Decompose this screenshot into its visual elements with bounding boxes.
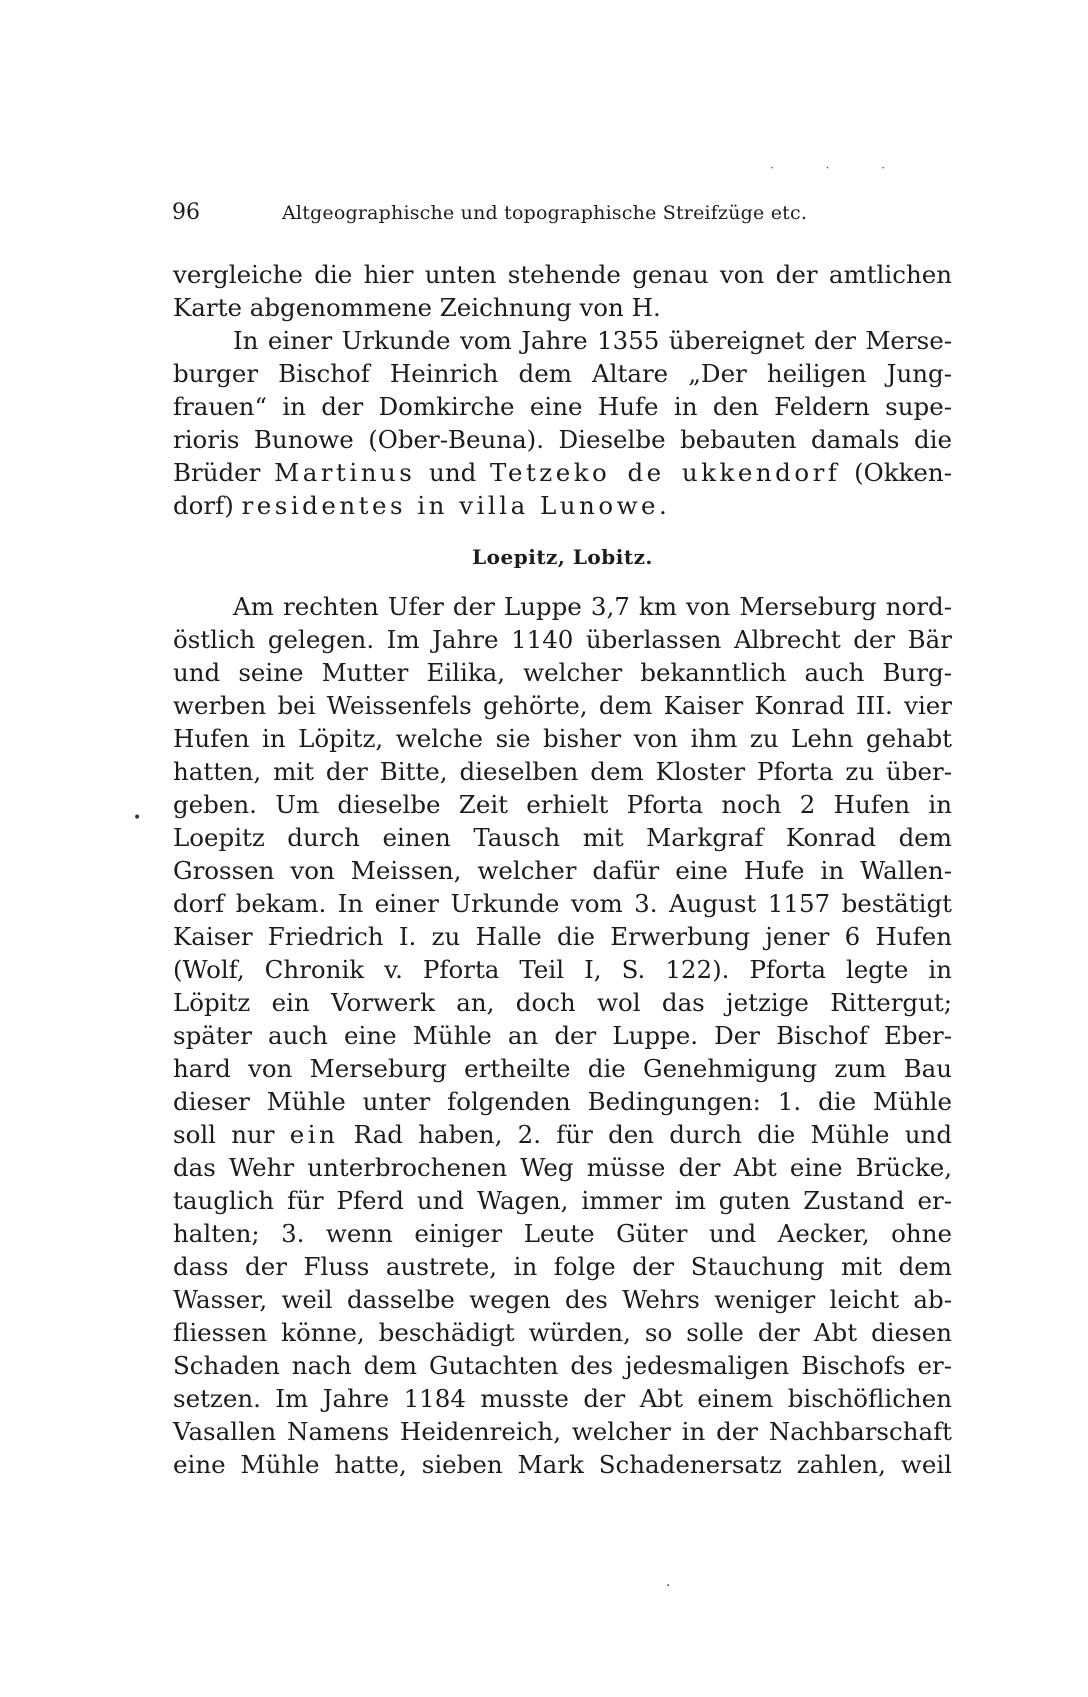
text-line: geben. Um dieselbe Zeit erhielt Pforta noch 2 Hufen in [173,790,952,819]
spaced-word: ein [289,1120,339,1149]
text-line: Kaiser Friedrich I. zu Halle die Erwerbung jener 6 Hufen [173,922,952,951]
text-line: dieser Mühle unter folgenden Bedingungen: 1. die Mühle [173,1087,952,1116]
text-line: Loepitz durch einen Tausch mit Markgraf Konrad dem [173,823,952,852]
text-line: dass der Fluss austrete, in folge der Stauchung mit dem [173,1252,952,1281]
text-line: setzen. Im Jahre 1184 musste der Abt einem bischöflichen [173,1384,952,1413]
running-title: Altgeographische und topographische Streifzüge etc. [282,202,808,224]
text-line: burger Bischof Heinrich dem Altare „Der heiligen Jung- [173,359,952,388]
text-line: Karte abgenommene Zeichnung von H. [173,293,661,322]
text-line: Grossen von Meissen, welcher dafür eine Hufe in Wallen- [173,856,952,885]
text-line: soll nur ein Rad haben, 2. für den durch die Mühle und [173,1120,952,1149]
spaced-name: residentes in villa Lunowe. [241,491,671,520]
text-line: dorf bekam. In einer Urkunde vom 3. August 1157 bestätigt [173,889,952,918]
spaced-name: Martinus [274,458,416,487]
text-line: Hufen in Löpitz, welche sie bisher von ihm zu Lehn gehabt [173,724,952,753]
text-line: und seine Mutter Eilika, welcher bekanntlich auch Burg- [173,658,952,687]
text-line: Löpitz ein Vorwerk an, doch wol das jetzige Rittergut; [173,988,952,1017]
text-line: dorf) residentes in villa Lunowe. [173,491,671,520]
text-line: tauglich für Pferd und Wagen, immer im guten Zustand er- [173,1186,952,1215]
text-line: Schaden nach dem Gutachten des jedesmaligen Bischofs er- [173,1351,952,1380]
text-line: rioris Bunowe (Ober-Beuna). Dieselbe bebauten damals die [173,425,952,454]
text-line: später auch eine Mühle an der Luppe. Der Bischof Eber- [173,1021,952,1050]
text-line: vergleiche die hier unten stehende genau von der amtlichen [173,260,952,289]
text-line: Am rechten Ufer der Luppe 3,7 km von Merseburg nord- [233,592,952,621]
text-line: Vasallen Namens Heidenreich, welcher in der Nachbarschaft [173,1417,952,1446]
page-number: 96 [172,200,200,225]
text-line: Brüder Martinus und Tetzeko de ukkendorf (Okken- [173,458,952,487]
spaced-name: Tetzeko de ukkendorf [490,458,841,487]
print-specks: · · · [770,161,910,175]
text-line: In einer Urkunde vom Jahre 1355 übereignet der Merse- [233,326,952,355]
section-heading: Loepitz, Lobitz. [472,545,653,569]
print-speck: · [666,1578,671,1594]
margin-mark: • [133,810,142,826]
text-line: hard von Merseburg ertheilte die Genehmigung zum Bau [173,1054,952,1083]
text-line: Wasser, weil dasselbe wegen des Wehrs weniger leicht ab- [173,1285,952,1314]
text-line: halten; 3. wenn einiger Leute Güter und Aecker, ohne [173,1219,952,1248]
text-line: eine Mühle hatte, sieben Mark Schadenersatz zahlen, weil [173,1450,952,1479]
text-line: frauen“ in der Domkirche eine Hufe in den Feldern supe- [173,392,952,421]
text-line: das Wehr unterbrochenen Weg müsse der Abt eine Brücke, [173,1153,952,1182]
text-line: östlich gelegen. Im Jahre 1140 überlassen Albrecht der Bär [173,625,952,654]
page-header [172,200,952,230]
body-text [173,258,952,1481]
text-line: fliessen könne, beschädigt würden, so solle der Abt diesen [173,1318,952,1347]
text-line: werben bei Weissenfels gehörte, dem Kaiser Konrad III. vier [173,691,952,720]
text-line: (Wolf, Chronik v. Pforta Teil I, S. 122). Pforta legte in [173,955,952,984]
text-line: hatten, mit der Bitte, dieselben dem Kloster Pforta zu über- [173,757,952,786]
